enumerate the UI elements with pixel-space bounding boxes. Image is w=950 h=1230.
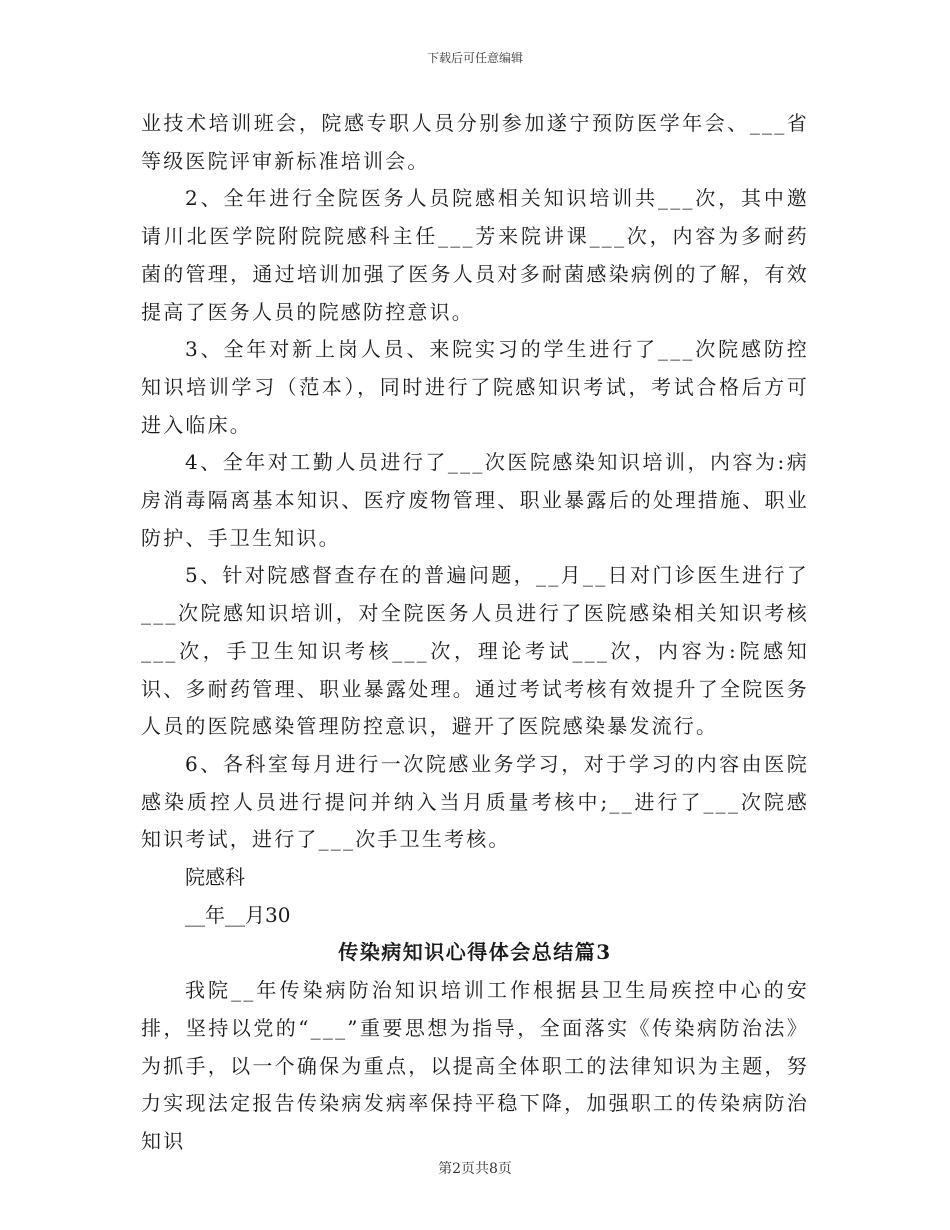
paragraph-item-4: 4、全年对工勤人员进行了___次医院感染知识培训，内容为:病房消毒隔离基本知识、医疗废物管理、职业暴露后的处理措施、职业防护、手卫生知识。 bbox=[141, 450, 809, 550]
paragraph-item-3: 3、全年对新上岗人员、来院实习的学生进行了___次院感防控知识培训学习（范本），同时进行了院感知识考试，考试合格后方可进入临床。 bbox=[141, 337, 809, 437]
paragraph-item-2: 2、全年进行全院医务人员院感相关知识培训共___次，其中邀请川北医学院附院院感科主任___芳来院讲课___次，内容为多耐药菌的管理，通过培训加强了医务人员对多耐菌感染病例的了解，有效提高了医务人员的院感防控意识。 bbox=[141, 186, 809, 324]
signature-department: 院感科 bbox=[185, 865, 245, 890]
paragraph-item-6: 6、各科室每月进行一次院感业务学习，对于学习的内容由医院感染质控人员进行提问并纳入当月质量考核中;__进行了___次院感知识考试，进行了___次手卫生考核。 bbox=[141, 751, 809, 852]
paragraph-continued: 业技术培训班会，院感专职人员分别参加遂宁预防医学年会、___省等级医院评审新标准培训会。 bbox=[141, 111, 809, 173]
document-body bbox=[141, 105, 809, 1161]
paragraph-section3-intro: 我院__年传染病防治知识培训工作根据县卫生局疾控中心的安排，坚持以党的“___”重要思想为指导，全面落实《传染病防治法》为抓手，以一个确保为重点，以提高全体职工的法律知识为主题，努力实现法定报告传染病发病率保持平稳下降，加强职工的传染病防治知识 bbox=[141, 978, 809, 1153]
page-footer: 第2页共8页 bbox=[438, 1161, 512, 1177]
section-title: 传染病知识心得体会总结篇3 bbox=[338, 940, 612, 965]
paragraph-item-5: 5、针对院感督查存在的普遍问题，__月__日对门诊医生进行了___次院感知识培训，对全院医务人员进行了医院感染相关知识考核___次，手卫生知识考核___次，理论考试___次，内容为:院感知识、多耐药管理、职业暴露处理。通过考试考核有效提升了全院医务人员的医院感染管理防控意识，避开了医院感染暴发流行。 bbox=[141, 563, 809, 739]
signature-date: __年__月30 bbox=[185, 902, 291, 927]
page-header: 下载后可任意编辑 bbox=[426, 51, 523, 65]
